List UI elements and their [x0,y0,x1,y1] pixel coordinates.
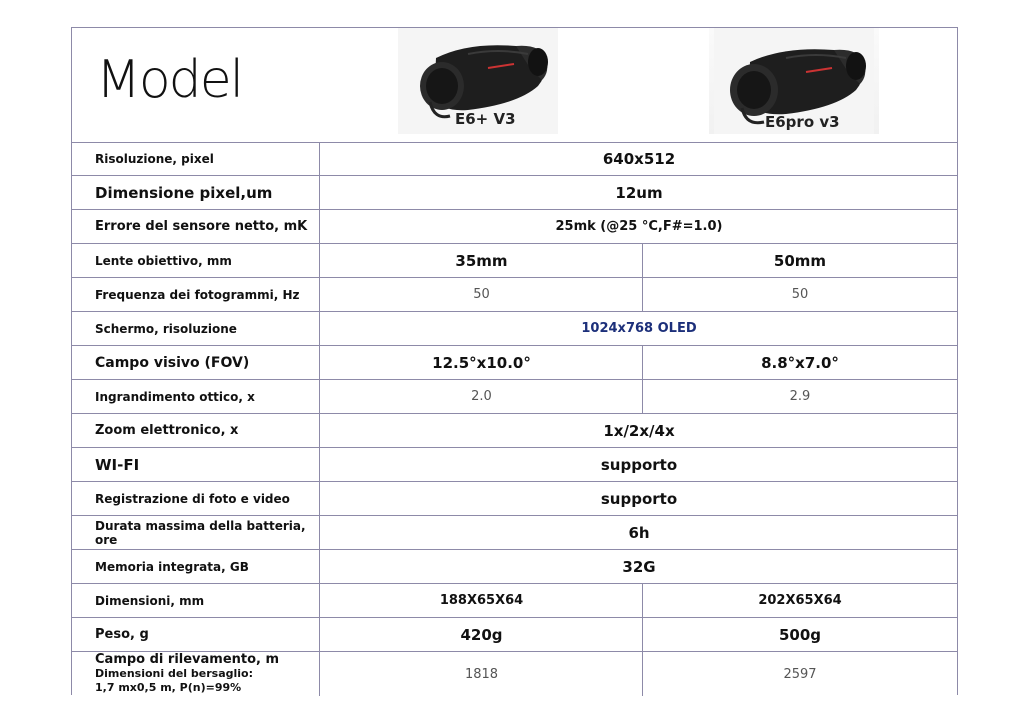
row-value-col2: 500g [778,625,822,644]
spec-row [72,448,957,482]
row-value: 32G [622,557,656,576]
spec-row [72,142,957,176]
row-label: Errore del sensore netto, mK [72,210,320,243]
spec-row [72,346,957,380]
spec-row [72,210,957,244]
row-value-col2: 2.9 [789,389,811,404]
spec-row [72,312,957,346]
row-value-col1: 2.0 [321,380,643,413]
row-label: Registrazione di foto e video [72,482,320,515]
row-value-col2: 50mm [773,251,827,270]
row-label: Risoluzione, pixel [72,142,320,175]
row-value: 640x512 [602,149,676,168]
row-label: Campo visivo (FOV) [72,346,320,379]
row-label: WI-FI [72,448,320,481]
spec-table [71,27,958,695]
row-label-line1: Campo di rilevamento, m [95,652,280,667]
row-label: Lente obiettivo, mm [72,244,320,277]
row-value-col2: 202X65X64 [758,593,842,608]
product-e6pro-v3 [709,28,879,141]
row-value-col1: 12.5°x10.0° [321,346,643,379]
spec-row [72,516,957,550]
row-label: Schermo, risoluzione [72,312,320,345]
row-label-line2: Dimensioni del bersaglio: [95,667,253,680]
row-value: 25mk (@25 °C,F#=1.0) [555,219,723,234]
row-label: Zoom elettronico, x [72,414,320,447]
product-e6plus-v3 [398,28,558,141]
spec-row [72,244,957,278]
row-value-col2: 2597 [783,666,817,682]
spec-row [72,584,957,618]
row-value-col1: 420g [321,618,643,651]
row-value-col1: 188X65X64 [321,584,643,617]
table-header [72,28,957,143]
row-value: 12um [615,183,663,202]
row-label: Dimensioni, mm [72,584,320,617]
spec-row [72,550,957,584]
product-name: E6+ V3 [455,110,516,128]
row-value-col1: 35mm [321,244,643,277]
row-value-col1: 1818 [321,652,643,696]
spec-row [72,414,957,448]
row-label: Peso, g [72,618,320,651]
row-value-col1: 50 [321,278,643,311]
row-value: supporto [600,455,678,474]
row-value: 6h [628,523,650,542]
row-label: Frequenza dei fotogrammi, Hz [72,278,320,311]
row-value-col2: 8.8°x7.0° [761,353,839,372]
row-value: 1x/2x/4x [603,421,675,440]
row-label: Ingrandimento ottico, x [72,380,320,413]
spec-row [72,652,957,696]
spec-row [72,176,957,210]
spec-row [72,618,957,652]
row-label: Dimensione pixel,um [72,176,320,209]
spec-row [72,482,957,516]
row-label: Durata massima della batteria, ore [72,516,320,549]
spec-row [72,380,957,414]
row-label-line3: 1,7 mx0,5 m, P(n)=99% [95,681,242,694]
row-label: Memoria integrata, GB [72,550,320,583]
row-value: supporto [600,489,678,508]
row-value-col2: 50 [791,287,809,302]
product-name: E6pro v3 [765,113,840,131]
row-value: 1024x768 OLED [581,321,697,336]
row-label [72,652,320,696]
model-title: Model [96,50,243,110]
spec-row [72,278,957,312]
